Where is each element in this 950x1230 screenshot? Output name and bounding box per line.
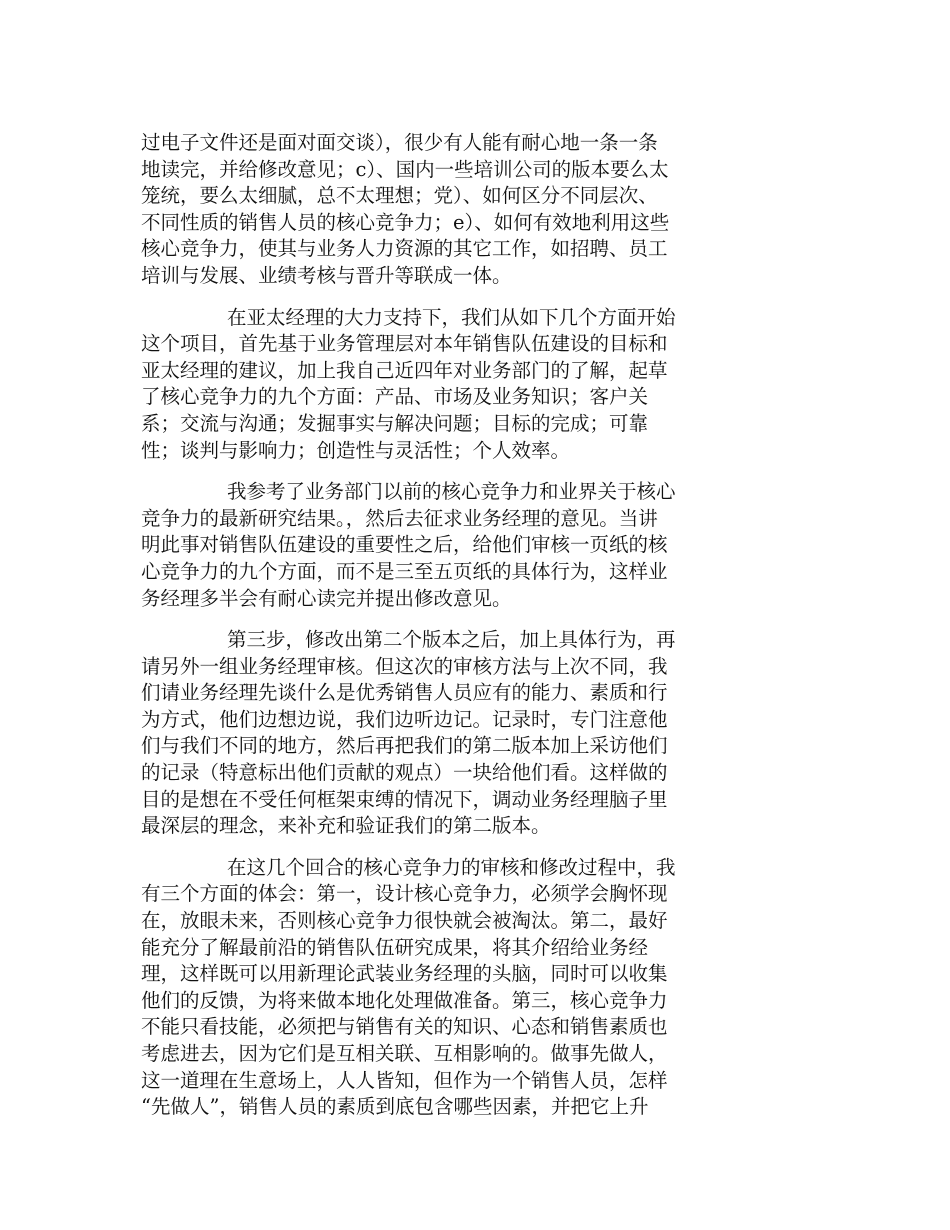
document-body bbox=[141, 130, 731, 1136]
text-line: 为方式，他们边想边说，我们边听边记。记录时，专门注意他 bbox=[141, 707, 668, 731]
text-line: 在，放眼未来，否则核心竞争力很快就会被淘汰。第二，最好 bbox=[141, 909, 668, 933]
text-line: 核心竞争力，使其与业务人力资源的其它工作，如招聘、员工 bbox=[141, 237, 668, 261]
text-line: 务经理多半会有耐心读完并提出修改意见。 bbox=[141, 586, 512, 610]
text-line: 地读完，并给修改意见；c）、国内一些培训公司的版本要么太 bbox=[141, 157, 669, 181]
text-line: 考虑进去，因为它们是互相关联、互相影响的。做事先做人， bbox=[141, 1042, 668, 1065]
text-line: 们与我们不同的地方，然后再把我们的第二版本加上采访他们 bbox=[141, 734, 668, 758]
text-line: 的记录（特意标出他们贡献的观点）一块给他们看。这样做的 bbox=[141, 761, 668, 785]
text-line: 培训与发展、业绩考核与晋升等联成一体。 bbox=[141, 263, 512, 287]
text-line: “先做人”，销售人员的素质到底包含哪些因素，并把它上升 bbox=[141, 1095, 649, 1119]
text-line: 请另外一组业务经理审核。但这次的审核方法与上次不同，我 bbox=[141, 654, 668, 678]
text-line: 理，这样既可以用新理论武装业务经理的头脑，同时可以收集 bbox=[141, 962, 668, 986]
text-line: 明此事对销售队伍建设的重要性之后，给他们审核一页纸的核 bbox=[141, 533, 668, 557]
text-line: 在这几个回合的核心竞争力的审核和修改过程中，我 bbox=[227, 855, 676, 879]
text-line: 第三步，修改出第二个版本之后，加上具体行为，再 bbox=[227, 628, 676, 652]
text-line: 笼统，要么太细腻，总不太理想；党）、如何区分不同层次、 bbox=[141, 184, 658, 208]
text-line: 目的是想在不受任何框架束缚的情况下，调动业务经理脑子里 bbox=[141, 787, 668, 811]
text-line: 在亚太经理的大力支持下，我们从如下几个方面开始 bbox=[227, 305, 676, 329]
text-line: 们请业务经理先谈什么是优秀销售人员应有的能力、素质和行 bbox=[141, 681, 668, 705]
text-line: 能充分了解最前沿的销售队伍研究成果，将其介绍给业务经 bbox=[141, 935, 649, 959]
text-line: 过电子文件还是面对面交谈），很少有人能有耐心地一条一条 bbox=[141, 131, 658, 154]
paragraph-3 bbox=[141, 479, 731, 612]
text-line: 了核心竞争力的九个方面：产品、市场及业务知识；客户关 bbox=[141, 385, 649, 409]
text-line: 竞争力的最新研究结果。，然后去征求业务经理的意见。当讲 bbox=[141, 506, 658, 530]
text-line: 我参考了业务部门以前的核心竞争力和业界关于核心 bbox=[227, 480, 676, 504]
text-line: 最深层的理念，来补充和验证我们的第二版本。 bbox=[141, 814, 551, 838]
text-line: 有三个方面的体会：第一，设计核心竞争力，必须学会胸怀现 bbox=[141, 882, 668, 906]
paragraph-1 bbox=[141, 130, 731, 290]
paragraph-5 bbox=[141, 855, 731, 1121]
text-line: 不同性质的销售人员的核心竞争力；e）、如何有效地利用这些 bbox=[141, 210, 670, 234]
text-line: 亚太经理的建议，加上我自己近四年对业务部门的了解，起草 bbox=[141, 358, 668, 382]
text-line: 心竞争力的九个方面，而不是三至五页纸的具体行为，这样业 bbox=[141, 559, 668, 583]
text-line: 这个项目，首先基于业务管理层对本年销售队伍建设的目标和 bbox=[141, 332, 668, 356]
text-line: 他们的反馈，为将来做本地化处理做准备。第三，核心竞争力 bbox=[141, 988, 668, 1012]
paragraph-2 bbox=[141, 305, 731, 465]
paragraph-4 bbox=[141, 627, 731, 840]
text-line: 不能只看技能，必须把与销售有关的知识、心态和销售素质也 bbox=[141, 1015, 668, 1039]
text-line: 系；交流与沟通；发掘事实与解决问题；目标的完成；可靠 bbox=[141, 411, 649, 435]
text-line: 性；谈判与影响力；创造性与灵活性；个人效率。 bbox=[141, 438, 571, 462]
text-line: 这一道理在生意场上，人人皆知，但作为一个销售人员，怎样 bbox=[141, 1068, 668, 1092]
